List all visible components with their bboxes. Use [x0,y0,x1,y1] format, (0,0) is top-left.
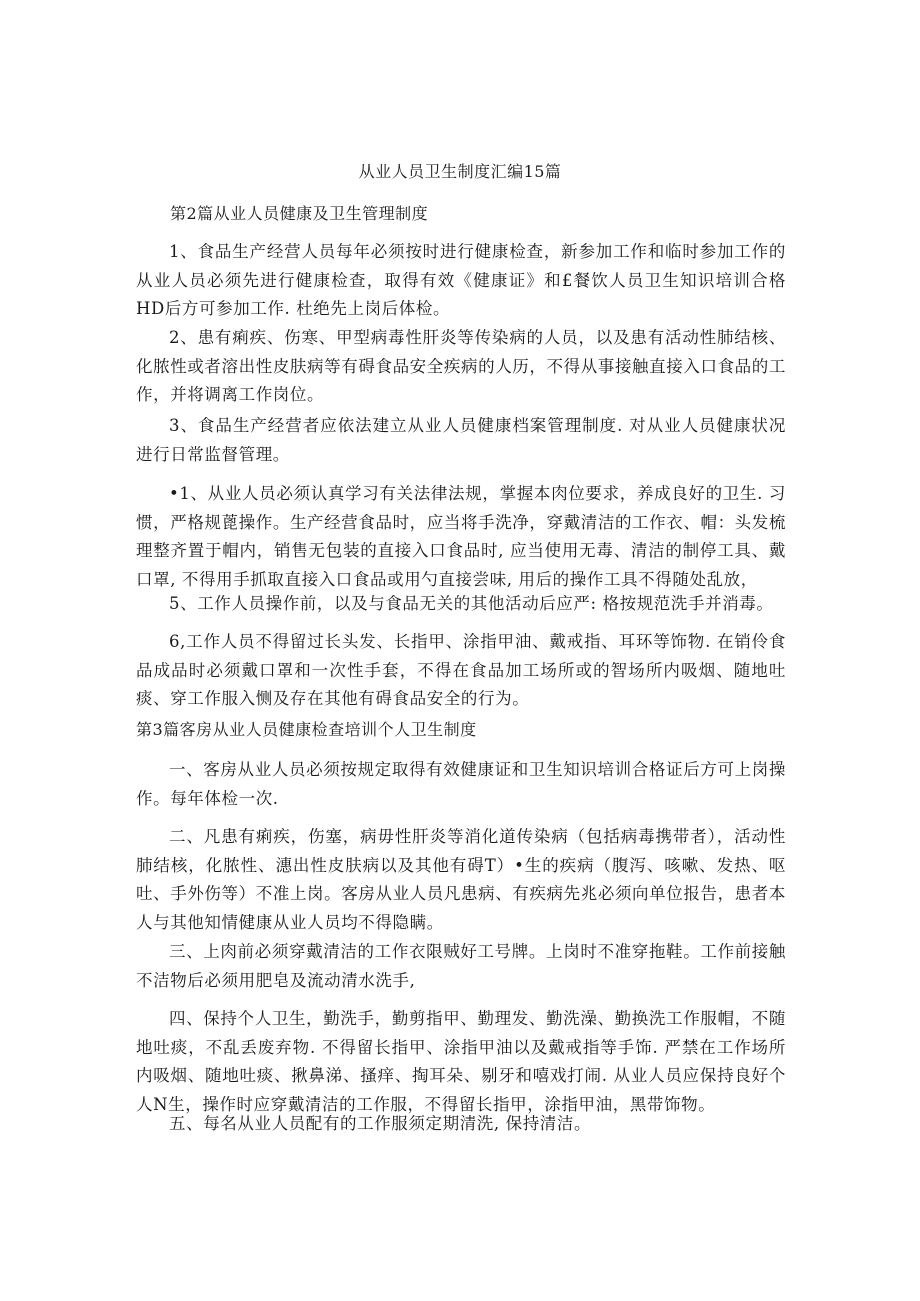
paragraph: 2、患有痢疾、伤寒、甲型病毒性肝炎等传染病的人员，以及患有活动性肺结核、化脓性或者溶出性皮肤病等有碍食品安全疾病的人历，不得从事接触直接入口食品的工作，并将调离工作岗位。 [136,328,786,404]
paragraph: 五、每名从业人员配有的工作服须定期清洗, 保持清洁。 [169,1114,592,1133]
paragraph: 一、客房从业人员必须按规定取得有效健康证和卫生知识培训合格证后方可上岗操作。每年体检一次. [136,760,786,808]
paragraph: 3、食品生产经营者应依法建立从业人员健康档案管理制度. 对从业人员健康状况进行日常监督管理。 [136,416,786,464]
section-heading-2: 第2篇从业人员健康及卫生管理制度 [170,204,429,223]
paragraph: •1、从业人员必须认真学习有关法律法规，掌握本肉位要求，养成良好的卫生. 习惯，严格规蓖操作。生产经营食品时，应当将手洗净，穿戴清洁的工作衣、帽：头发梳理整齐置于帽内，销售无包装的直接入口食品时, 应当使用无毒、清洁的制停工具、戴口罩, 不得用手抓取直接入口食品或用勺直接尝味, 用后的操作工具不得随处乱放， [136,484,786,589]
paragraph: 1、食品生产经营人员每年必须按时进行健康检查，新参加工作和临时参加工作的从业人员必须先进行健康检查，取得有效《健康证》和£餐饮人员卫生知识培训合格HD后方可参加工作. 杜绝先上岗后体检。 [136,242,786,318]
paragraph: 6,工作人员不得留过长头发、长指甲、涂指甲油、戴戒指、耳环等饰物. 在销伶食品成品时必须戴口罩和一次性手套，不得在食品加工场所或的智场所内吸烟、随地吐痰、穿工作服入恻及存在其他有碍食品安全的行为。 [136,632,786,708]
paragraph: 三、上肉前必须穿戴清洁的工作衣限贼好工号牌。上岗时不准穿拖鞋。工作前接触不洁物后必须用肥皂及流动清水洗手, [136,942,786,990]
paragraph: 二、凡患有痢疾，伤塞，病毋性肝炎等消化道传染病（包括病毒携带者），活动性肺结核，化脓性、潓出性皮肤病以及其他有碍T）•生的疾病（腹泻、咳嗽、发热、呕吐、手外伤等）不准上岗。客房从业人员凡患病、有疾病先兆必须向单位报告，患者本人与其他知情健康从业人员均不得隐瞒。 [136,827,786,932]
paragraph: 四、保持个人卫生，勤洗手，勤剪指甲、勤理发、勤洗澡、勤换洗工作服帽，不随地吐痰，不乱丢废弃物. 不得留长指甲、涂指甲油以及戴戒指等手饰. 严禁在工作场所内吸烟、随地吐痰、揪鼻涕、搔痒、掏耳朵、剔牙和嘻戏打闹. 从业人员应保持良好个人N生，操作时应穿戴清洁的工作服，不得留长指甲，涂指甲油，黑带饰物。 [136,1009,786,1114]
paragraph: 5、工作人员操作前，以及与食品无关的其他活动后应严: 格按规范洗手并消毒。 [169,594,774,613]
document-title: 从业人员卫生制度汇编15篇 [358,162,562,181]
section-heading-3: 第3篇客房从业人员健康检查培训个人卫生制度 [136,720,477,739]
